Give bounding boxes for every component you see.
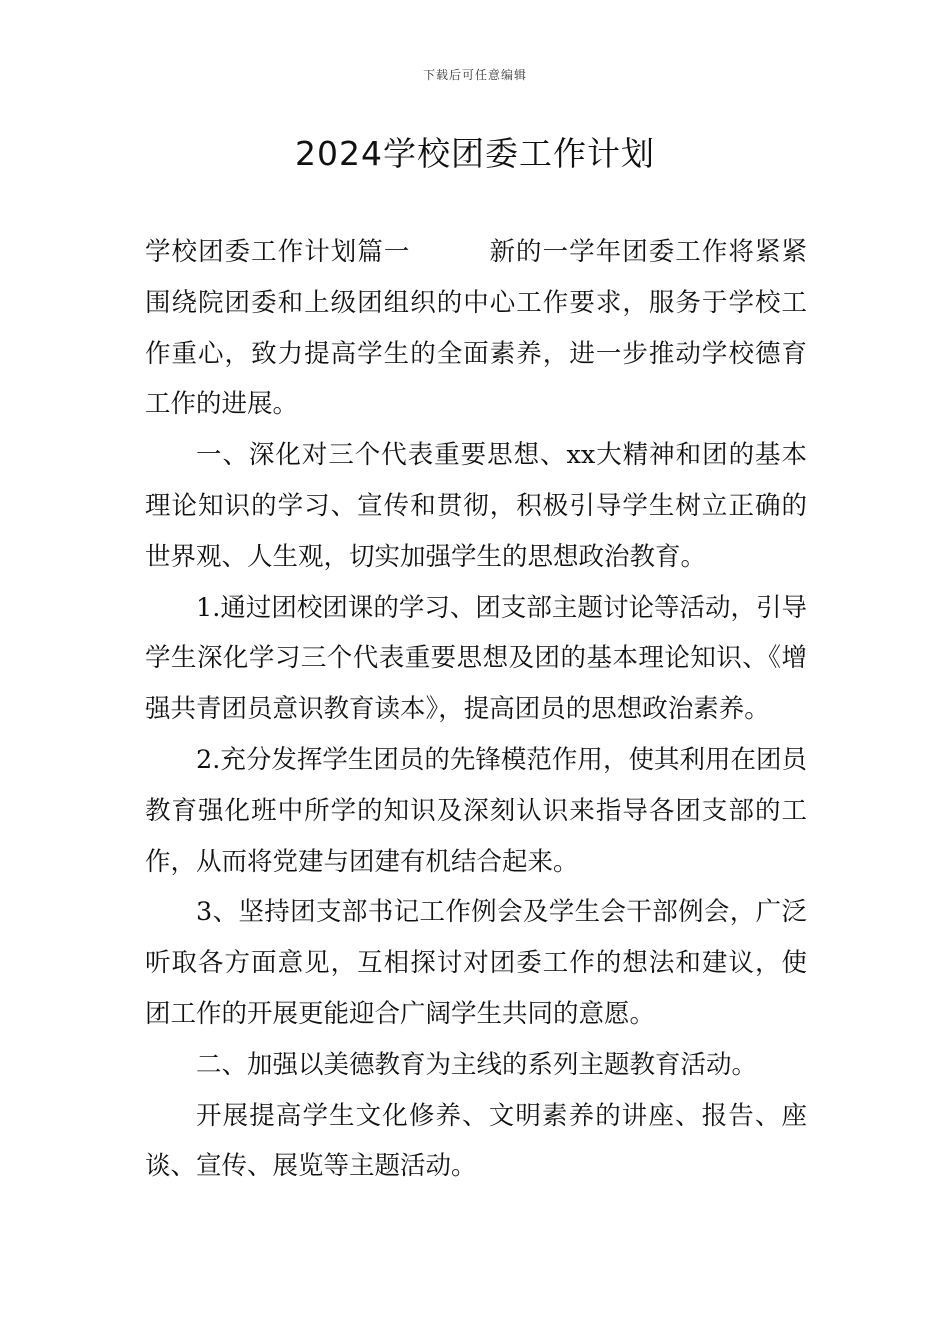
intro-lead: 学校团委工作计划篇一 [145,237,411,267]
paragraph-item-1: 1.通过团校团课的学习、团支部主题讨论等活动，引导学生深化学习三个代表重要思想及团的基本理论知识、《增强共青团员意识教育读本》，提高团员的思想政治素养。 [145,592,807,725]
paragraph-item-3: 3、坚持团支部书记工作例会及学生会干部例会，广泛听取各方面意见，互相探讨对团委工作的想法和建议，使团工作的开展更能迎合广阔学生共同的意愿。 [145,897,807,1029]
paragraph-activities: 开展提高学生文化修养、文明素养的讲座、报告、座谈、宣传、展览等主题活动。 [145,1100,807,1182]
paragraph-section-two: 二、加强以美德教育为主线的系列主题教育活动。 [196,1049,758,1080]
document-title: 2024学校团委工作计划 [295,134,655,173]
intro-text: 新的一学年团委工作将紧紧围绕院团委和上级团组织的中心工作要求，服务于学校工作重心，致力提高学生的全面素养，进一步推动学校德育工作的进展。 [145,237,807,420]
intro-paragraph [145,227,807,430]
paragraph-section-one: 一、深化对三个代表重要思想、xx大精神和团的基本理论知识的学习、宣传和贯彻，积极引导学生树立正确的世界观、人生观，切实加强学生的思想政治教育。 [145,440,807,572]
document-body [145,227,807,1192]
header-note: 下载后可任意编辑 [422,68,527,82]
paragraph-item-2: 2.充分发挥学生团员的先锋模范作用，使其利用在团员教育强化班中所学的知识及深刻认识来指导各团支部的工作，从而将党建与团建有机结合起来。 [145,744,807,877]
